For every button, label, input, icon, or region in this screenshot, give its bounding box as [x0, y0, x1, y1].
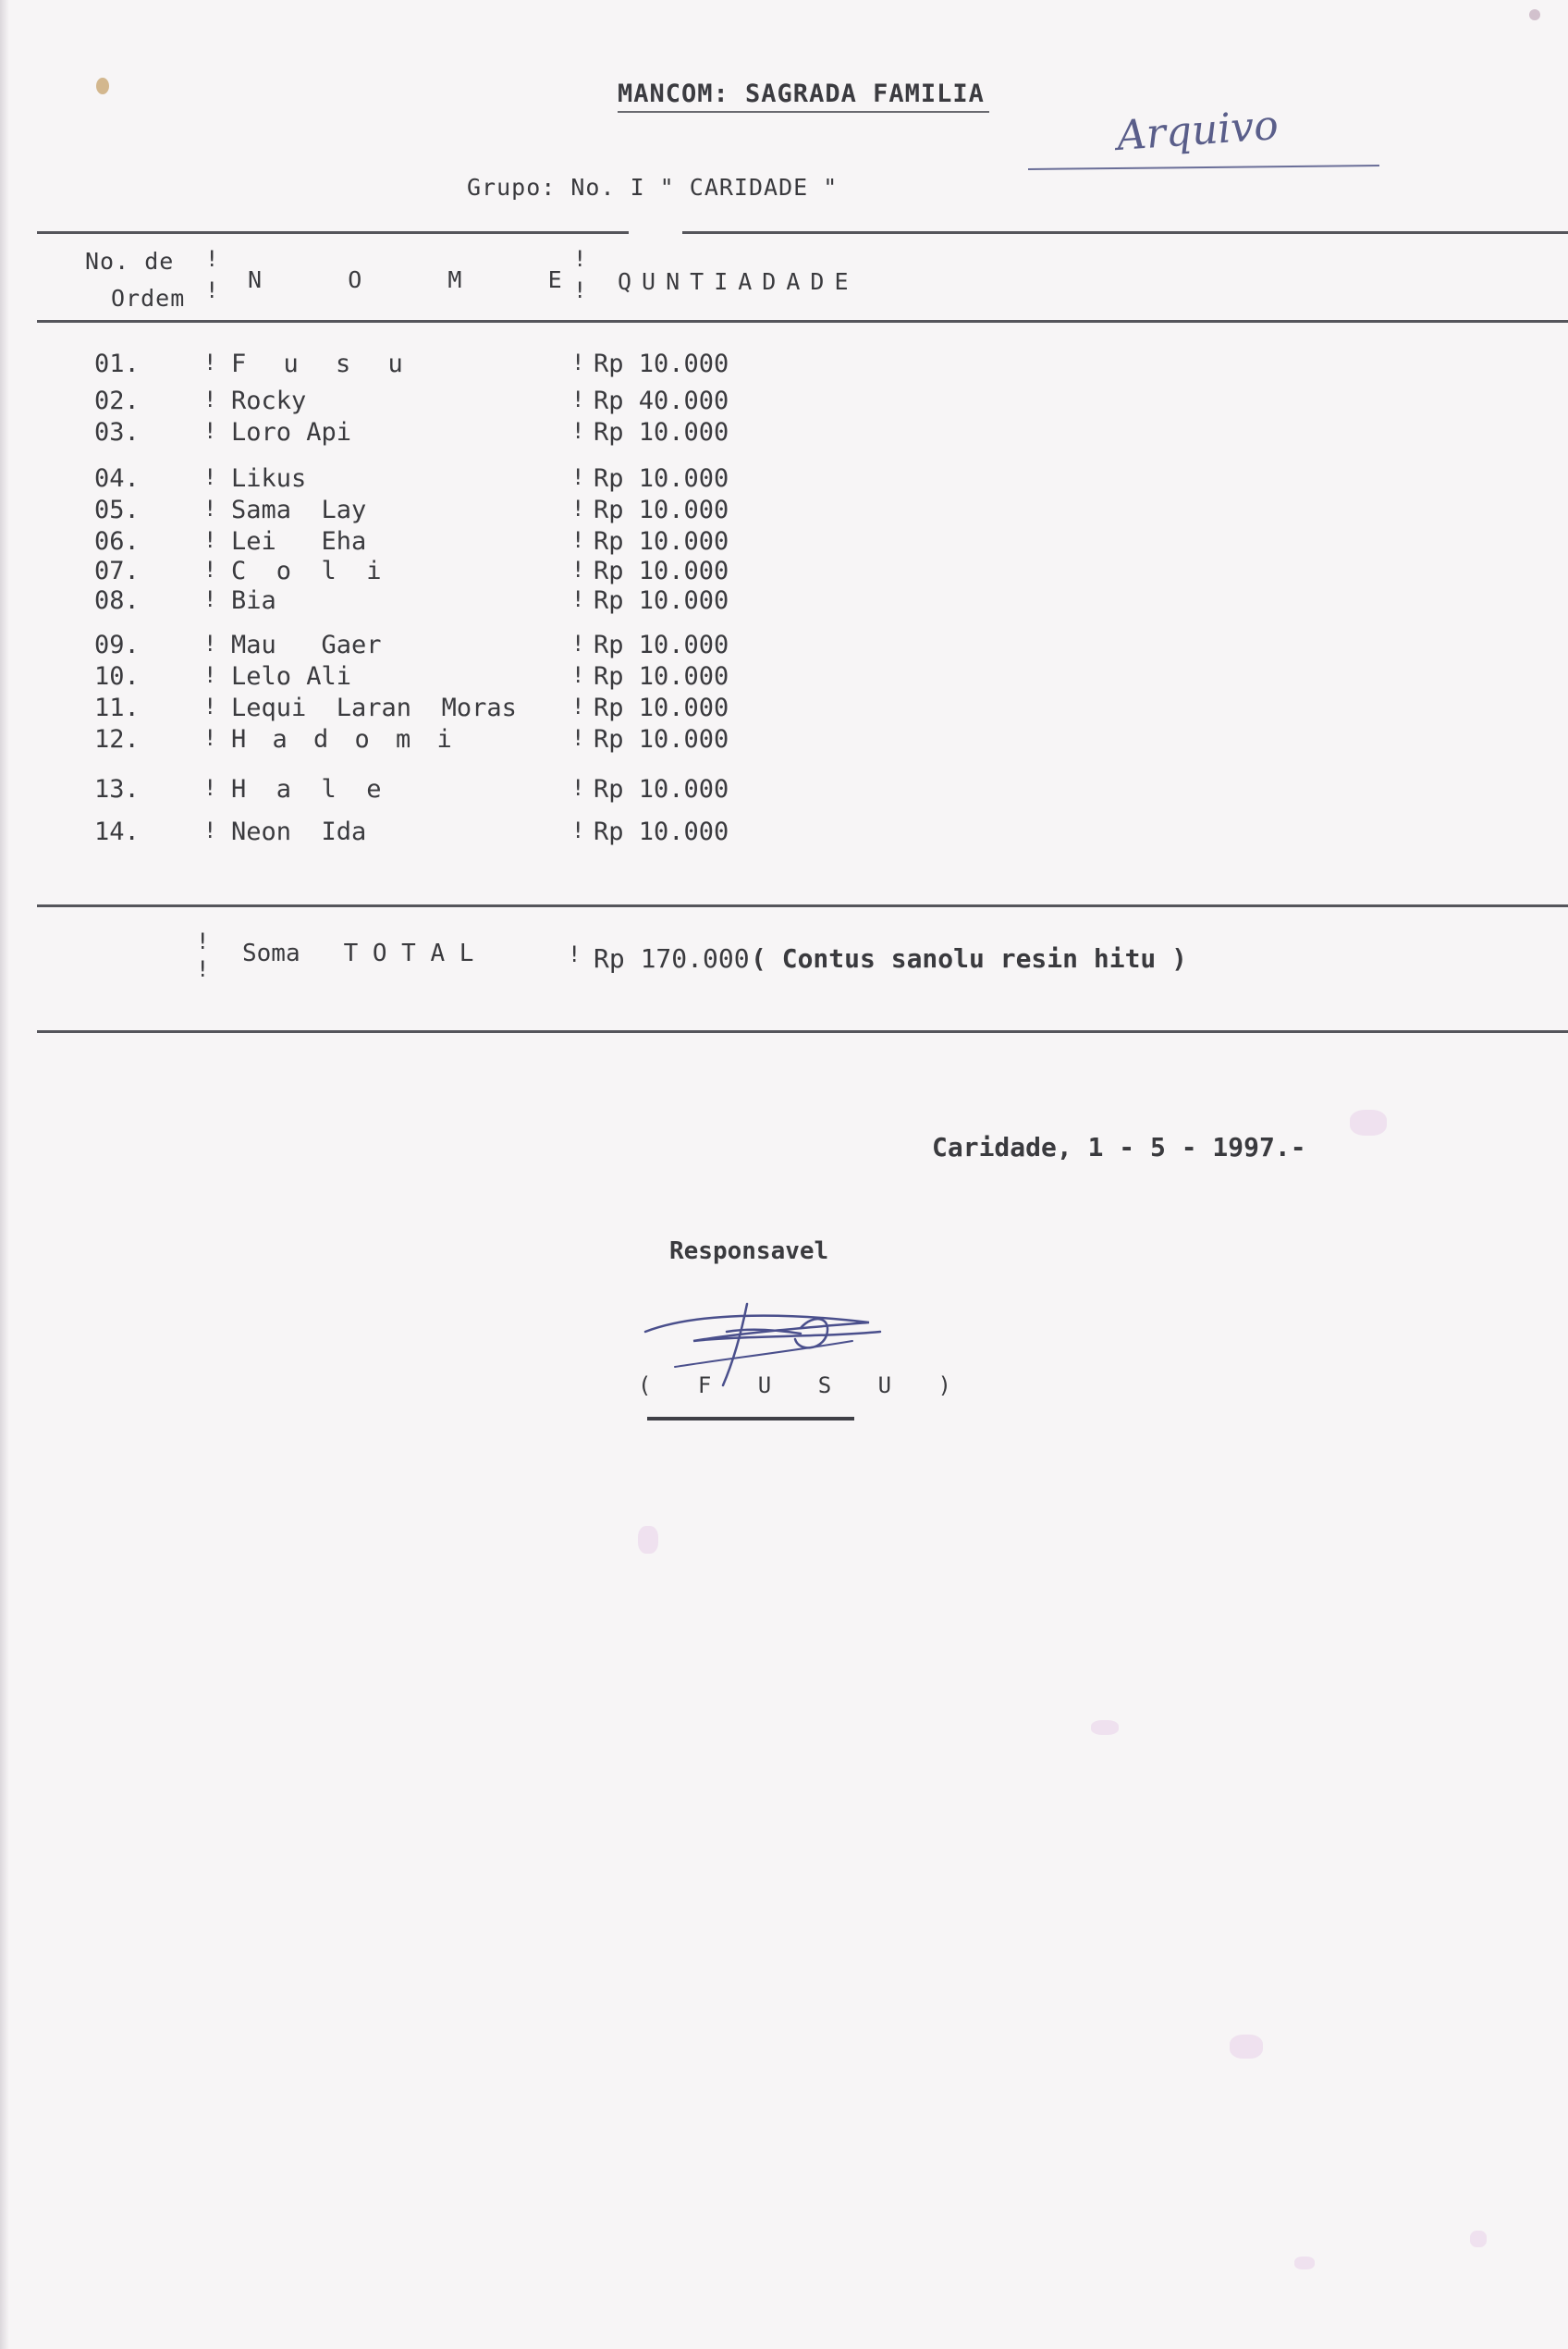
row-name: H a l e: [231, 775, 382, 804]
signer-name: ( F U S U ): [638, 1372, 968, 1398]
table-row: [0, 775, 1568, 806]
row-number: 03.: [94, 418, 140, 447]
row-name: Lelo Ali: [231, 662, 352, 691]
total-bottom-rule: [37, 1030, 1568, 1033]
row-number: 11.: [94, 694, 140, 722]
table-row: [0, 586, 1568, 618]
ink-stain: [1294, 2257, 1315, 2269]
ink-stain: [638, 1526, 658, 1554]
column-separator: !: [203, 694, 217, 719]
column-separator: !: [203, 586, 217, 612]
row-name: Neon Ida: [231, 818, 367, 846]
row-name: Likus: [231, 464, 307, 493]
table-row: [0, 662, 1568, 694]
row-name: Lequi Laran Moras: [231, 694, 517, 722]
row-number: 13.: [94, 775, 140, 804]
table-row: [0, 818, 1568, 849]
column-separator: !: [203, 557, 217, 583]
row-name: Rocky: [231, 387, 307, 415]
row-name: Lei Eha: [231, 527, 367, 556]
column-separator: !: [571, 631, 585, 657]
row-amount: Rp 10.000: [594, 464, 729, 493]
row-amount: Rp 10.000: [594, 694, 729, 722]
column-separator: !: [203, 662, 217, 688]
row-name: Mau Gaer: [231, 631, 382, 659]
table-row: [0, 464, 1568, 496]
column-header-name: N O M E: [248, 266, 573, 293]
column-separator: !: [203, 464, 217, 490]
row-name: Bia: [231, 586, 276, 615]
row-name: F u s u: [231, 350, 414, 378]
row-number: 14.: [94, 818, 140, 846]
row-amount: Rp 10.000: [594, 527, 729, 556]
row-name: Sama Lay: [231, 496, 367, 524]
column-separator: !: [203, 725, 217, 751]
column-separator: !: [205, 246, 219, 272]
document-heading: MANCOM: SAGRADA FAMILIA: [618, 80, 985, 108]
row-amount: Rp 10.000: [594, 557, 729, 585]
column-separator: !: [205, 277, 219, 303]
column-separator: !: [196, 956, 210, 982]
row-amount: Rp 10.000: [594, 818, 729, 846]
ink-stain: [1470, 2231, 1487, 2247]
column-header-quantity: QUNTIADADE: [618, 268, 859, 295]
table-row: [0, 527, 1568, 559]
heading-underline: [618, 111, 989, 113]
ink-stain: [1350, 1110, 1387, 1136]
group-title: Grupo: No. I " CARIDADE ": [467, 174, 839, 201]
column-separator: !: [571, 775, 585, 801]
ink-stain: [1230, 2035, 1263, 2059]
column-separator: !: [571, 662, 585, 688]
ink-stain: [1091, 1720, 1119, 1735]
table-row: [0, 418, 1568, 449]
row-number: 10.: [94, 662, 140, 691]
table-row: [0, 387, 1568, 418]
row-amount: Rp 10.000: [594, 350, 729, 378]
place-and-date: Caridade, 1 - 5 - 1997.-: [932, 1132, 1306, 1162]
row-amount: Rp 40.000: [594, 387, 729, 415]
row-amount: Rp 10.000: [594, 418, 729, 447]
row-name: H a d o m i: [231, 725, 458, 754]
column-separator: !: [571, 557, 585, 583]
column-separator: !: [203, 818, 217, 843]
column-separator: !: [203, 350, 217, 375]
row-number: 01.: [94, 350, 140, 378]
column-header-order: No. de: [85, 248, 175, 275]
table-row: [0, 631, 1568, 662]
ink-stain: [1529, 9, 1540, 20]
row-number: 07.: [94, 557, 140, 585]
column-separator: !: [573, 246, 587, 272]
total-label: Soma T O T A L: [242, 940, 474, 967]
column-separator: !: [571, 818, 585, 843]
row-number: 02.: [94, 387, 140, 415]
column-separator: !: [203, 775, 217, 801]
column-separator: !: [571, 350, 585, 375]
column-separator: !: [571, 464, 585, 490]
column-separator: !: [196, 929, 210, 954]
total-top-rule: [37, 904, 1568, 907]
row-number: 09.: [94, 631, 140, 659]
row-amount: Rp 10.000: [594, 496, 729, 524]
handwritten-annotation: Arquivo: [1115, 101, 1280, 161]
column-separator: !: [573, 277, 587, 303]
table-row: [0, 694, 1568, 725]
row-number: 08.: [94, 586, 140, 615]
column-separator: !: [203, 387, 217, 412]
table-row: [0, 725, 1568, 756]
ink-stain: [96, 78, 109, 94]
row-amount: Rp 10.000: [594, 775, 729, 804]
column-separator: !: [203, 527, 217, 553]
annotation-underline: [1028, 165, 1379, 170]
column-separator: !: [571, 694, 585, 719]
column-separator: !: [571, 586, 585, 612]
header-bottom-rule: [37, 320, 1568, 323]
row-amount: Rp 10.000: [594, 631, 729, 659]
column-separator: !: [571, 418, 585, 444]
column-separator: !: [571, 725, 585, 751]
column-separator: !: [203, 631, 217, 657]
row-number: 04.: [94, 464, 140, 493]
total-amount: Rp 170.000: [594, 943, 750, 974]
column-separator: !: [203, 496, 217, 522]
row-amount: Rp 10.000: [594, 586, 729, 615]
signature-underline: [647, 1417, 854, 1420]
row-name: Loro Api: [231, 418, 352, 447]
table-row: [0, 350, 1568, 381]
row-amount: Rp 10.000: [594, 662, 729, 691]
table-row: [0, 557, 1568, 588]
column-separator: !: [568, 941, 582, 967]
table-row: [0, 496, 1568, 527]
row-name: C o l i: [231, 557, 382, 585]
row-number: 05.: [94, 496, 140, 524]
row-number: 06.: [94, 527, 140, 556]
row-amount: Rp 10.000: [594, 725, 729, 754]
column-separator: !: [571, 387, 585, 412]
responsible-label: Responsavel: [669, 1237, 829, 1265]
row-number: 12.: [94, 725, 140, 754]
column-separator: !: [571, 527, 585, 553]
header-top-rule: [37, 231, 1568, 234]
total-in-words: ( Contus sanolu resin hitu ): [751, 943, 1188, 974]
column-header-order: Ordem: [111, 285, 186, 312]
column-separator: !: [203, 418, 217, 444]
column-separator: !: [571, 496, 585, 522]
